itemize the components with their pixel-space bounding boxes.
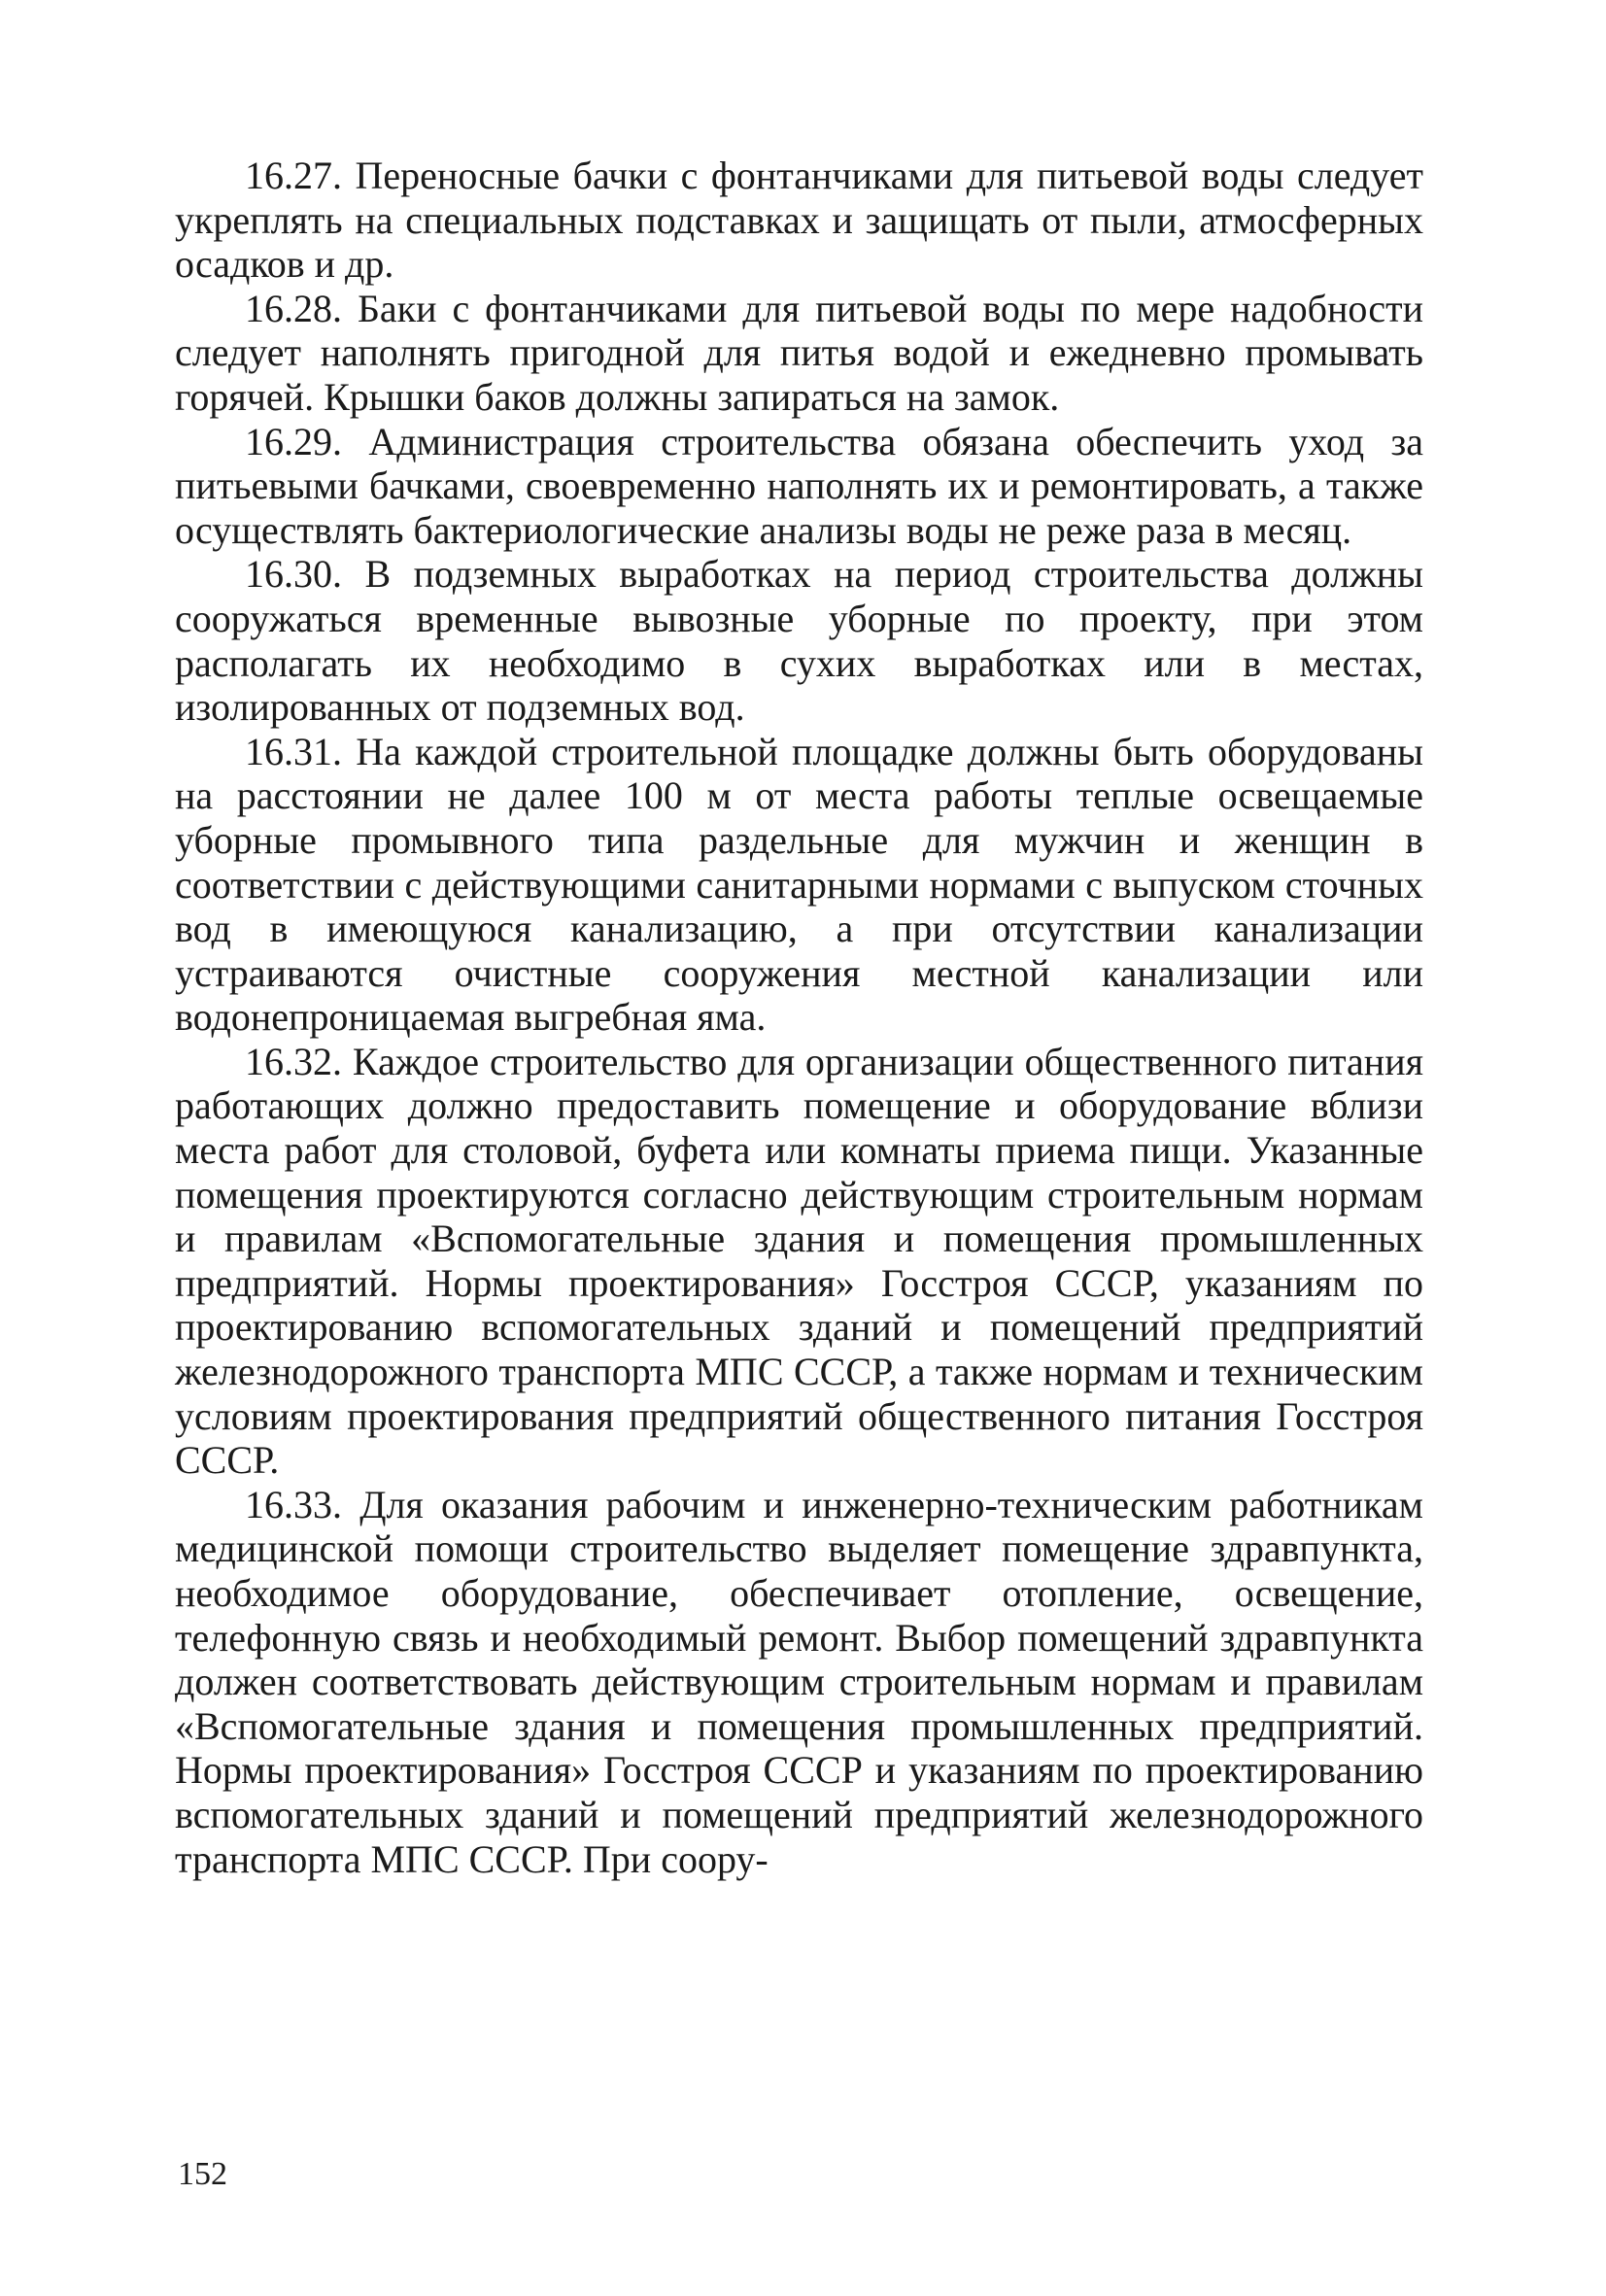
paragraph-16-28 (175, 287, 1423, 420)
paragraph-16-32 (175, 1040, 1423, 1483)
paragraph-number: 16.28. (245, 286, 342, 330)
paragraph-16-30 (175, 552, 1423, 729)
paragraph-text: На каждой строительной площадке должны быть оборудованы на расстоянии не далее 100 м от места работы теплые освещаемые уборные промывного типа раздельные для мужчин и женщин в соответствии с действующими санитарными нормами с выпуском сточных вод в имеющуюся канализацию, а при отсутствии канализации устраиваются очистные сооружения местной канализации или водонепроницаемая выгребная яма. (175, 729, 1423, 1040)
paragraph-16-33 (175, 1483, 1423, 1881)
paragraph-number: 16.31. (245, 729, 342, 773)
paragraph-text: Баки с фонтанчиками для питьевой воды по мере надобности следует наполнять пригодной для питья водой и ежедневно промывать горячей. Крышки баков должны запираться на замок. (175, 286, 1423, 419)
paragraph-text: Переносные бачки с фонтанчиками для питьевой воды следует укреплять на специальных подставках и защищать от пыли, атмосферных осадков и др. (175, 154, 1423, 287)
paragraph-number: 16.32. (245, 1039, 342, 1083)
paragraph-number: 16.27. (245, 154, 342, 197)
paragraph-text: Для оказания рабочим и инженерно-техническим работникам медицинской помощи строительство выделяет помещение здравпункта, необходимое оборудование, обеспечивает отопление, освещение, телефонную связь и необходимый ремонт. Выбор помещений здравпункта должен соответствовать действующим строительным нормам и правилам «Вспомогательные здания и помещения промышленных предприятий. Нормы проектирования» Госстроя СССР и указаниям по проектированию вспомогательных зданий и помещений предприятий железнодорожного транспорта МПС СССР. При соору- (175, 1482, 1423, 1881)
paragraph-16-31 (175, 730, 1423, 1040)
paragraph-text: Каждое строительство для организации общественного питания работающих должно предоставить помещение и оборудование вблизи места работ для столовой, буфета или комнаты приема пищи. Указанные помещения проектируются согласно действующим строительным нормам и правилам «Вспомогательные здания и помещения промышленных предприятий. Нормы проектирования» Госстроя СССР, указаниям по проектированию вспомогательных зданий и помещений предприятий железнодорожного транспорта МПС СССР, а также нормам и техническим условиям проектирования предприятий общественного питания Госстроя СССР. (175, 1039, 1423, 1483)
paragraph-16-29 (175, 420, 1423, 553)
page-number: 152 (178, 2156, 227, 2192)
paragraph-number: 16.29. (245, 419, 342, 463)
paragraph-16-27 (175, 154, 1423, 287)
paragraph-number: 16.33. (245, 1482, 342, 1526)
paragraph-number: 16.30. (245, 552, 342, 597)
paragraph-text: Администрация строительства обязана обеспечить уход за питьевыми бачками, своевременно наполнять их и ремонтировать, а также осуществлять бактериологические анализы воды не реже раза в месяц. (175, 419, 1424, 552)
body-text (175, 154, 1423, 1881)
paragraph-text: В подземных выработках на период строительства должны сооружаться временные вывозные уборные по проекту, при этом располагать их необходимо в сухих выработках или в местах, изолированных от подземных вод. (175, 552, 1423, 730)
